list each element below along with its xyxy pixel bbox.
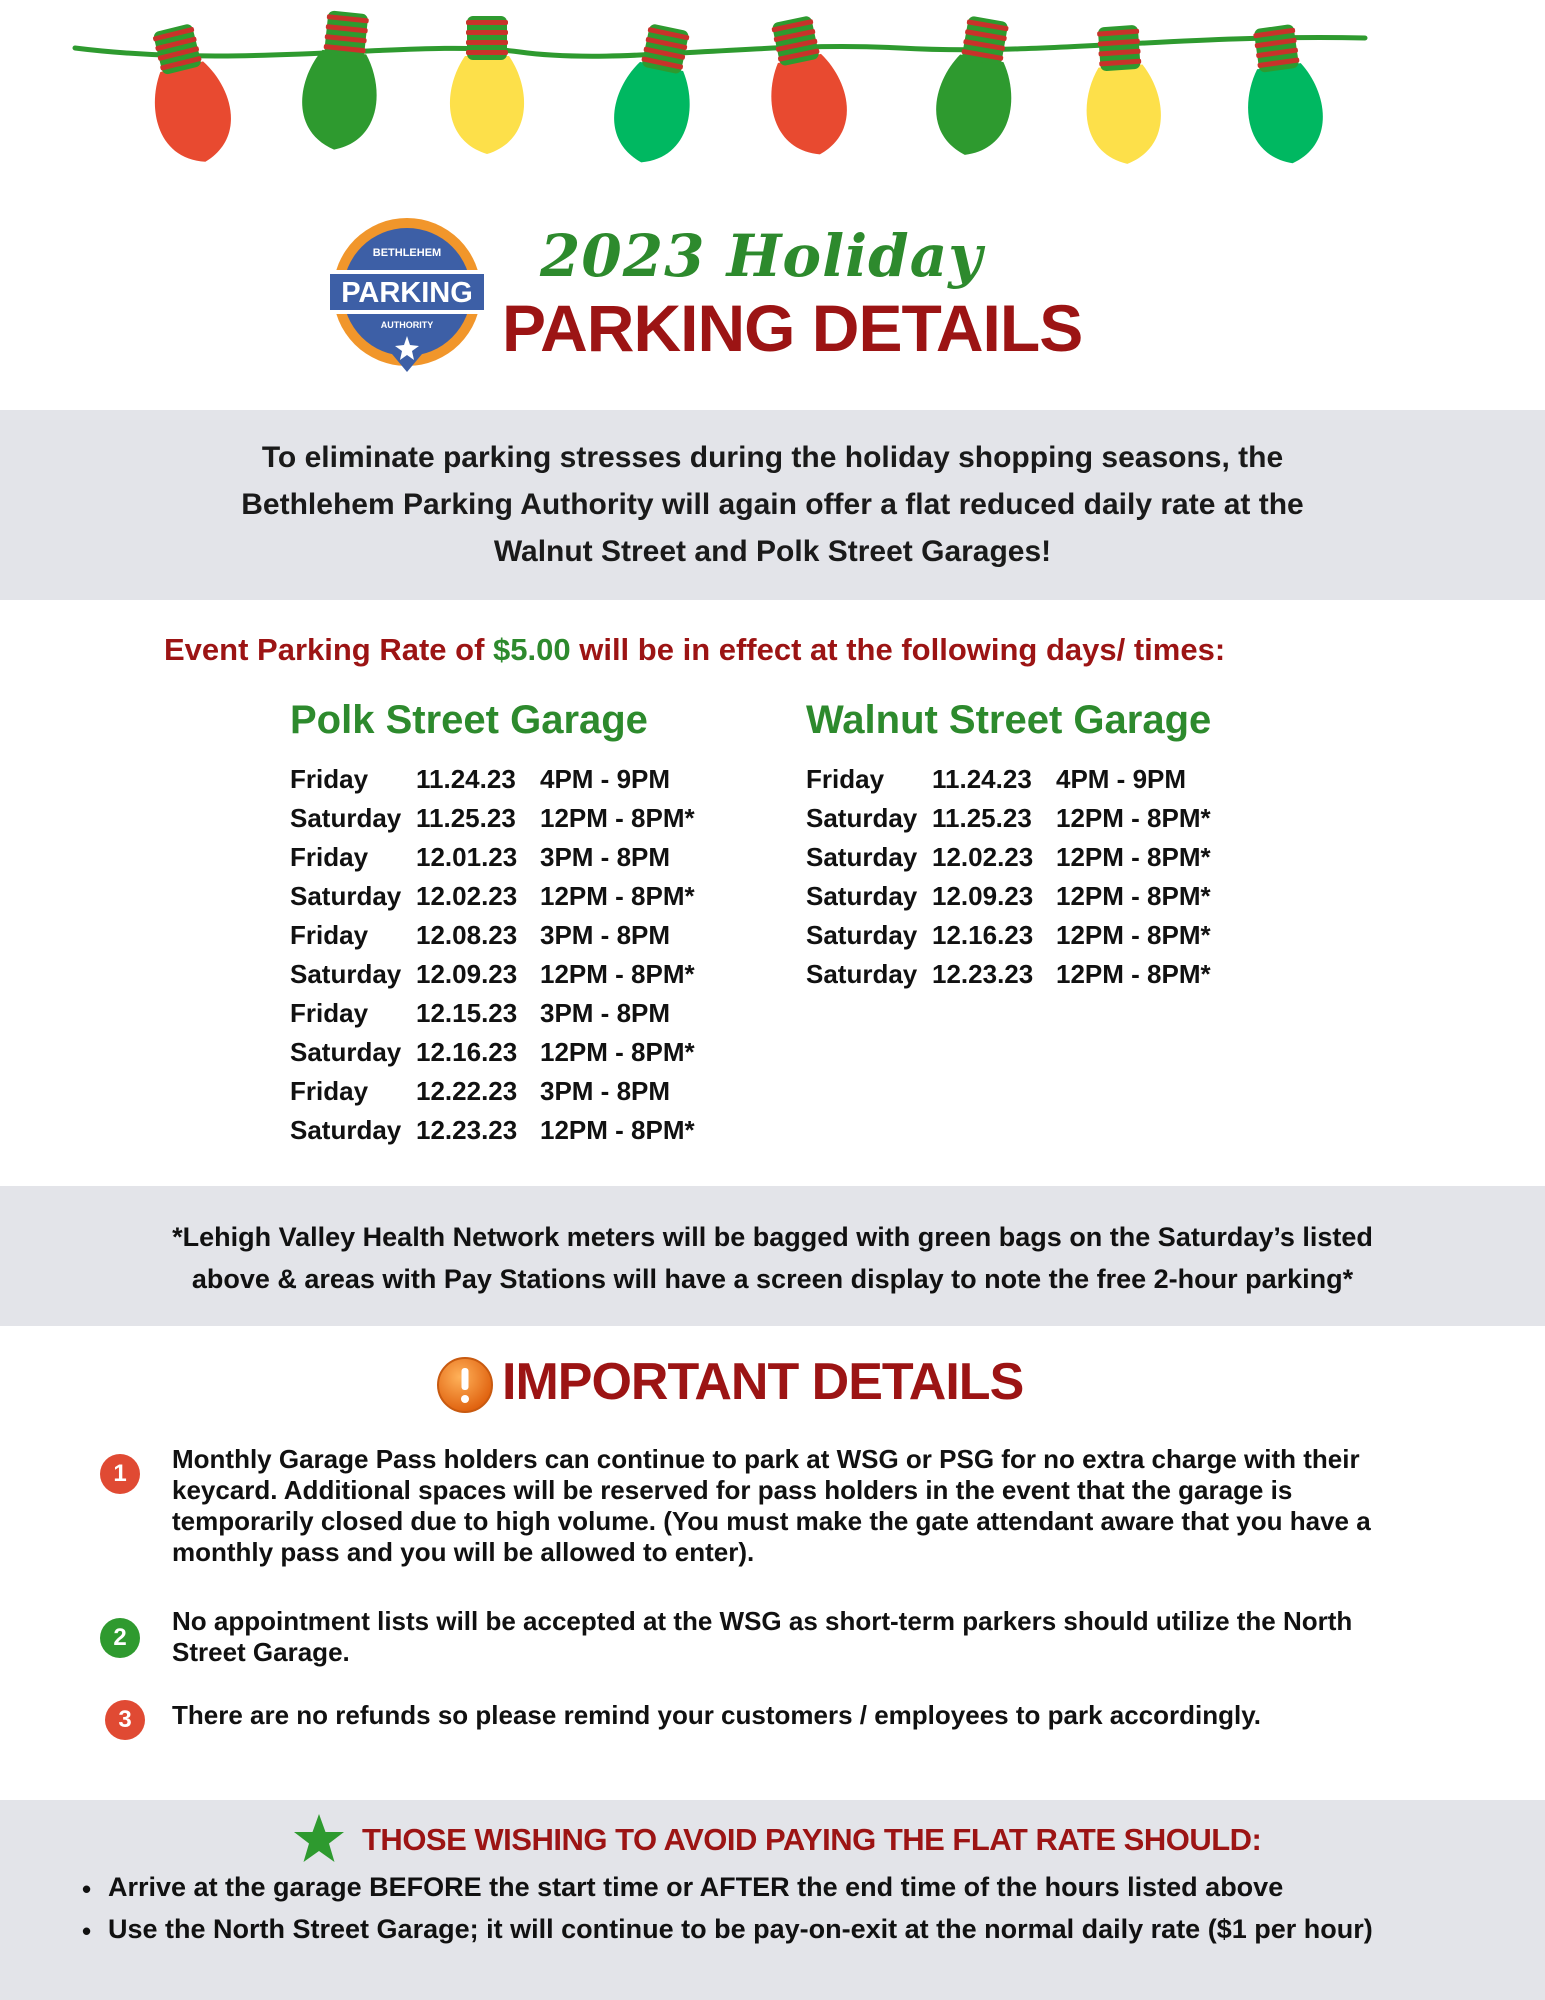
schedule-day: Friday bbox=[290, 998, 369, 1028]
schedule-date: 12.16.23 bbox=[416, 1037, 518, 1067]
schedule-time: 4PM - 9PM bbox=[1056, 764, 1187, 794]
schedule-day: Saturday bbox=[806, 803, 918, 833]
schedule-date: 12.09.23 bbox=[932, 881, 1034, 911]
schedule-row bbox=[290, 764, 671, 803]
light-bulb-icon bbox=[755, 12, 856, 162]
schedule-date: 12.02.23 bbox=[416, 881, 518, 911]
holiday-lights-decoration bbox=[0, 0, 1545, 220]
event-rate-heading bbox=[164, 632, 1225, 668]
intro-line: Bethlehem Parking Authority will again offer a flat reduced daily rate at the bbox=[241, 488, 1304, 521]
important-details-title: IMPORTANT DETAILS bbox=[502, 1353, 1024, 1411]
schedule-date: 11.25.23 bbox=[932, 803, 1032, 833]
light-bulb-icon bbox=[136, 19, 241, 171]
schedule-row bbox=[290, 881, 695, 920]
schedule-time: 3PM - 8PM bbox=[540, 842, 671, 872]
schedule-date: 11.25.23 bbox=[416, 803, 516, 833]
polk-schedule-list bbox=[290, 764, 695, 1154]
holiday-script-title: 2023 Holiday bbox=[540, 222, 984, 290]
list-item-text: Use the North Street Garage; it will continue to be pay-on-exit at the normal daily rate ($1 per hour) bbox=[108, 1914, 1373, 1944]
rate-prefix: Event Parking Rate of bbox=[164, 632, 494, 667]
detail-text: There are no refunds so please remind your customers / employees to park accordingly. bbox=[172, 1700, 1261, 1730]
schedule-time: 12PM - 8PM* bbox=[1056, 881, 1211, 911]
exclamation-icon bbox=[436, 1356, 494, 1414]
light-bulb-icon bbox=[1237, 21, 1330, 168]
avoid-flat-rate-title: THOSE WISHING TO AVOID PAYING THE FLAT RATE SHOULD: bbox=[362, 1822, 1262, 1857]
schedule-time: 12PM - 8PM* bbox=[1056, 959, 1211, 989]
bullet-icon: • bbox=[82, 1874, 92, 1904]
schedule-row bbox=[806, 803, 1211, 842]
schedule-date: 12.15.23 bbox=[416, 998, 518, 1028]
schedule-day: Saturday bbox=[806, 881, 918, 911]
schedule-row bbox=[290, 1076, 671, 1115]
page-title: PARKING DETAILS bbox=[502, 291, 1083, 365]
schedule-time: 12PM - 8PM* bbox=[540, 1115, 695, 1145]
intro-line: To eliminate parking stresses during the holiday shopping seasons, the bbox=[261, 441, 1284, 474]
schedule-time: 12PM - 8PM* bbox=[540, 959, 695, 989]
schedule-time: 12PM - 8PM* bbox=[540, 881, 695, 911]
polk-garage-title: Polk Street Garage bbox=[290, 698, 648, 742]
meter-note bbox=[40, 1216, 1505, 1300]
number-badge: 3 bbox=[105, 1700, 145, 1740]
schedule-date: 12.22.23 bbox=[416, 1076, 518, 1106]
logo-top-text: BETHLEHEM bbox=[372, 247, 442, 259]
schedule-row bbox=[290, 842, 671, 881]
walnut-schedule-list bbox=[806, 764, 1211, 998]
schedule-row bbox=[290, 920, 671, 959]
light-bulb-icon bbox=[450, 16, 524, 154]
detail-text: No appointment lists will be accepted at the WSG as short-term parkers should utilize the North Street Garage. bbox=[172, 1606, 1353, 1667]
bethlehem-parking-authority-logo bbox=[328, 216, 486, 374]
schedule-date: 12.23.23 bbox=[932, 959, 1034, 989]
schedule-row bbox=[806, 764, 1211, 803]
schedule-day: Saturday bbox=[290, 1115, 402, 1145]
bullet-icon: • bbox=[82, 1916, 92, 1946]
walnut-garage-title: Walnut Street Garage bbox=[806, 698, 1212, 742]
schedule-day: Saturday bbox=[290, 959, 402, 989]
schedule-row bbox=[806, 842, 1211, 881]
list-item-text: Arrive at the garage BEFORE the start time or AFTER the end time of the hours listed above bbox=[108, 1872, 1284, 1902]
schedule-date: 12.09.23 bbox=[416, 959, 518, 989]
light-string-wire bbox=[75, 38, 1365, 57]
schedule-date: 12.01.23 bbox=[416, 842, 518, 872]
light-bulb-icon bbox=[928, 13, 1025, 162]
note-line: above & areas with Pay Stations will have a screen display to note the free 2-hour parking* bbox=[191, 1264, 1354, 1294]
intro-line: Walnut Street and Polk Street Garages! bbox=[493, 535, 1052, 568]
schedule-date: 11.24.23 bbox=[932, 764, 1032, 794]
schedule-row bbox=[806, 881, 1211, 920]
schedule-time: 3PM - 8PM bbox=[540, 1076, 671, 1106]
schedule-day: Friday bbox=[290, 764, 369, 794]
number-badge: 1 bbox=[100, 1454, 140, 1494]
note-line: *Lehigh Valley Health Network meters will be bagged with green bags on the Saturday’s listed bbox=[172, 1222, 1373, 1252]
light-bulb-icon bbox=[297, 8, 385, 153]
rate-suffix: will be in effect at the following days/ times: bbox=[570, 632, 1226, 667]
intro-paragraph bbox=[120, 434, 1425, 575]
schedule-row bbox=[290, 1037, 695, 1076]
schedule-time: 12PM - 8PM* bbox=[540, 1037, 695, 1067]
schedule-row bbox=[290, 803, 695, 842]
schedule-date: 12.08.23 bbox=[416, 920, 518, 950]
schedule-day: Friday bbox=[290, 920, 369, 950]
schedule-day: Friday bbox=[290, 842, 369, 872]
schedule-time: 12PM - 8PM* bbox=[1056, 803, 1211, 833]
walnut-street-garage-schedule bbox=[806, 698, 1211, 998]
light-bulb-icon bbox=[605, 20, 706, 170]
schedule-date: 11.24.23 bbox=[416, 764, 516, 794]
schedule-row bbox=[806, 920, 1211, 959]
polk-street-garage-schedule bbox=[290, 698, 695, 1154]
schedule-day: Friday bbox=[290, 1076, 369, 1106]
schedule-date: 12.23.23 bbox=[416, 1115, 518, 1145]
rate-price: $5.00 bbox=[493, 632, 571, 667]
schedule-day: Saturday bbox=[806, 842, 918, 872]
schedule-row bbox=[290, 1115, 695, 1154]
logo-main-text: PARKING bbox=[341, 277, 473, 309]
schedule-day: Saturday bbox=[806, 959, 918, 989]
number-badge: 2 bbox=[100, 1618, 140, 1658]
schedule-time: 3PM - 8PM bbox=[540, 920, 671, 950]
schedule-row bbox=[290, 998, 671, 1037]
schedule-row bbox=[806, 959, 1211, 998]
schedule-time: 4PM - 9PM bbox=[540, 764, 671, 794]
schedule-day: Friday bbox=[806, 764, 885, 794]
schedule-day: Saturday bbox=[806, 920, 918, 950]
schedule-time: 12PM - 8PM* bbox=[540, 803, 695, 833]
schedule-day: Saturday bbox=[290, 1037, 402, 1067]
schedule-time: 3PM - 8PM bbox=[540, 998, 671, 1028]
detail-text: Monthly Garage Pass holders can continue to park at WSG or PSG for no extra charge with their keycard. Additional spaces will be reserved for pass holders in the event that the garage is temporarily closed due to high volume. (You must make the gate attendant aware that you have a monthly pass and you will be allowed to enter). bbox=[172, 1444, 1371, 1567]
logo-bottom-text: AUTHORITY bbox=[380, 320, 434, 330]
schedule-day: Saturday bbox=[290, 881, 402, 911]
schedule-day: Saturday bbox=[290, 803, 402, 833]
schedule-date: 12.16.23 bbox=[932, 920, 1034, 950]
star-icon bbox=[292, 1812, 346, 1866]
schedule-time: 12PM - 8PM* bbox=[1056, 920, 1211, 950]
schedule-date: 12.02.23 bbox=[932, 842, 1034, 872]
schedule-time: 12PM - 8PM* bbox=[1056, 842, 1211, 872]
schedule-row bbox=[290, 959, 695, 998]
